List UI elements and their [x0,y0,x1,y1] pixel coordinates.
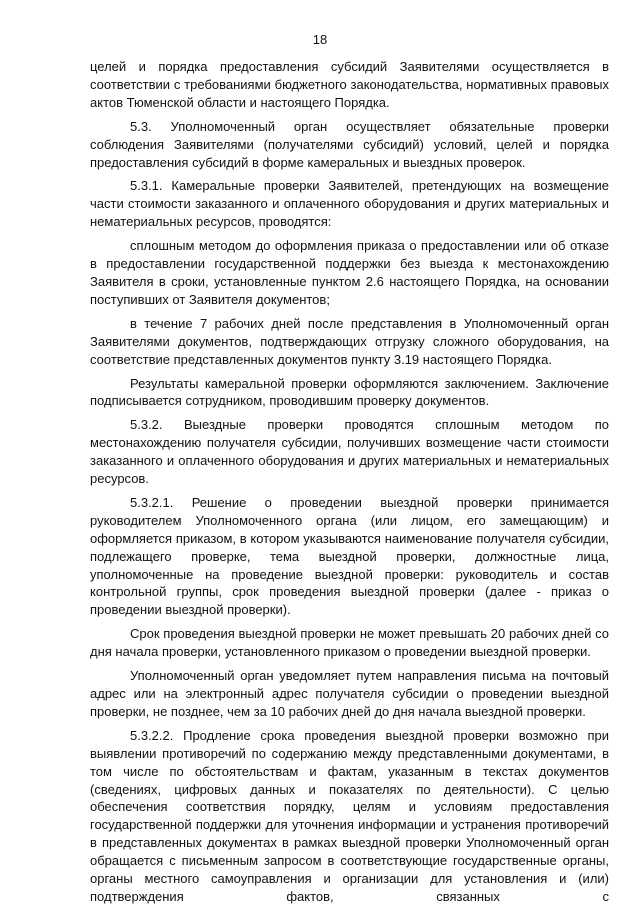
paragraph-desk-check-timing: в течение 7 рабочих дней после представления в Уполномоченный орган Заявителями документов, подтверждающих отгрузку сложного оборудования, на соответствие представленных документов пункту 3.19 настоящего Порядка. [90,315,609,367]
paragraph-inspection-term: Срок проведения выездной проверки не может превышать 20 рабочих дней со дня начала проверки, установленного приказом о проведении выездной проверки. [90,626,609,660]
page-number: 18 [312,32,328,47]
paragraph-5-3-2: 5.3.2. Выездные проверки проводятся сплошным методом по местонахождению получателя субсидии, получивших возмещение части стоимости заказанного и оплаченного оборудования и других материальных и нематериальных ресурсов. [90,417,609,487]
paragraph-5-3-2-1: 5.3.2.1. Решение о проведении выездной проверки принимается руководителем Уполномоченного органа (или лицом, его замещающим) и оформляется приказом, в котором указываются наименование получателя субсидии, подлежащего проверке, тема выездной проверки, должностные лица, уполномоченные на проведение выездной проверки: руководитель и состав контрольной группы, срок проведения выездной проверки (далее - приказ о проведении выездной проверки). [90,494,609,618]
paragraph-desk-check-results: Результаты камеральной проверки оформляются заключением. Заключение подписывается сотрудником, проводившим проверку документов. [90,375,609,409]
paragraph-5-3-1: 5.3.1. Камеральные проверки Заявителей, претендующих на возмещение части стоимости заказанного и оплаченного оборудования и других материальных и нематериальных ресурсов, проводятся: [90,178,609,230]
paragraph-5-3: 5.3. Уполномоченный орган осуществляет обязательные проверки соблюдения Заявителями (получателями субсидий) условий, целей и порядка предоставления субсидий в форме камеральных и выездных проверок. [90,118,609,170]
paragraph-5-3-2-2: 5.3.2.2. Продление срока проведения выездной проверки возможно при выявлении противоречий по содержанию между представленными документами, в том числе по обстоятельствам и фактам, указанным в текстах документов (сведениях, цифровых данных и показателях по деятельности). С целью обеспечения соответствия порядку, целям и условиям предоставления государственной поддержки для уточнения информации и устранения противоречий в представленных документах в рамках выездной проверки Уполномоченный орган обращается с письменным запросом в соответствующие государственные органы, органы местного самоуправления и организации для установления и (или) подтверждения фактов, связанных с [90,727,609,904]
paragraph-continuation: целей и порядка предоставления субсидий Заявителями осуществляется в соответствии с требованиями бюджетного законодательства, нормативных правовых актов Тюменской области и настоящего Порядка. [90,59,609,110]
paragraph-desk-check-method: сплошным методом до оформления приказа о предоставлении или об отказе в предоставлении государственной поддержки без выезда к местонахождению Заявителя в сроки, установленные пунктом 2.6 настоящего Порядка, на основании поступивших от Заявителя документов; [90,238,609,307]
paragraph-inspection-notice: Уполномоченный орган уведомляет путем направления письма на почтовый адрес или на электронный адрес получателя субсидии о проведении выездной проверки, не позднее, чем за 10 рабочих дней до дня начала выездной проверки. [90,668,609,719]
document-body [90,58,609,912]
